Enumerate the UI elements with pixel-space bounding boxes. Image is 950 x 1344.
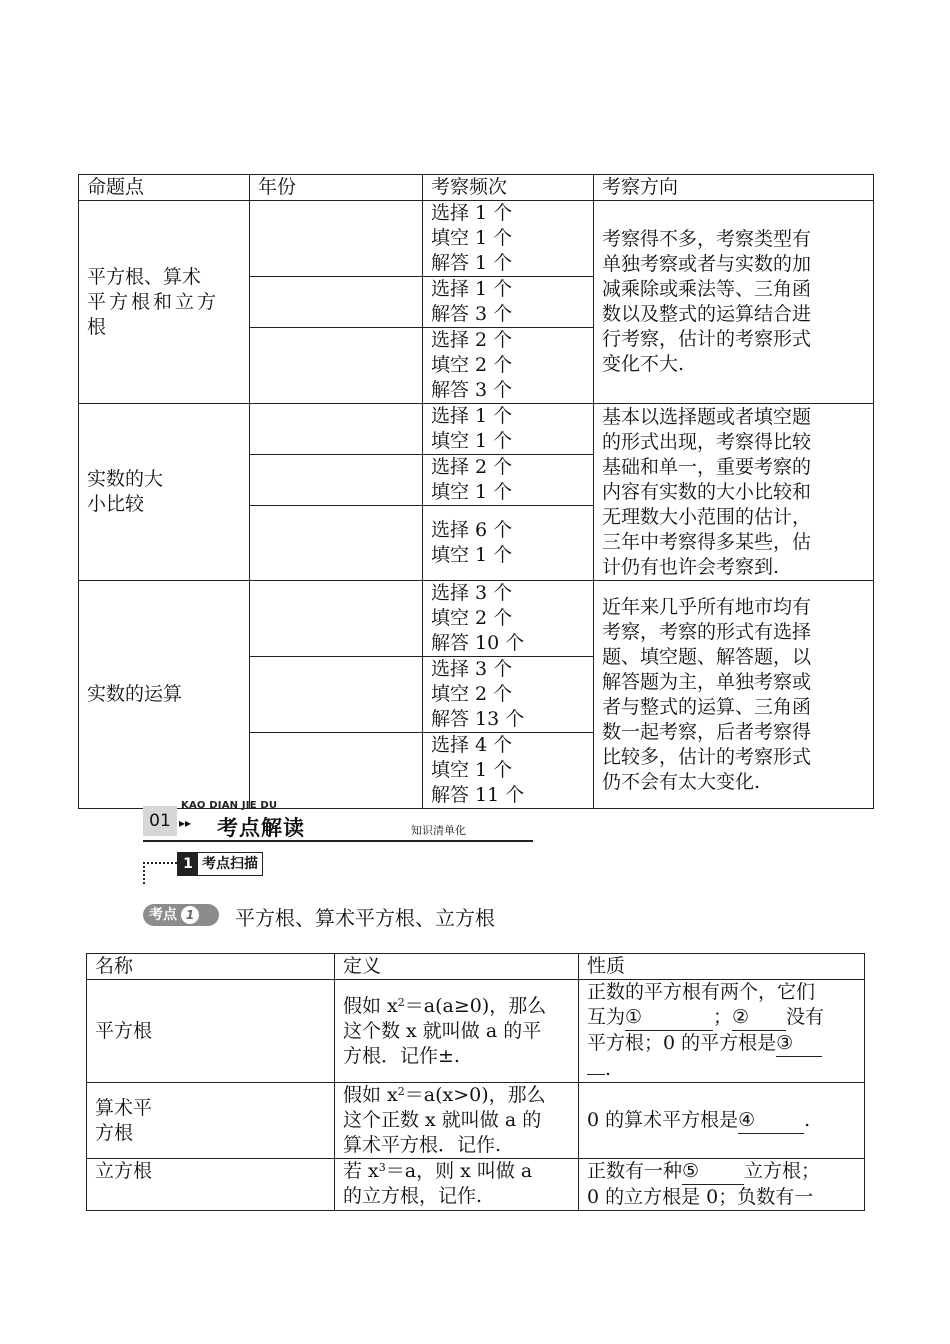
direction-line: 解答题为主，单独考察或 — [602, 670, 812, 693]
definition-line — [343, 994, 570, 1019]
freq-line: 填空 1 个 — [431, 430, 513, 452]
definition-text: ＝a(x>0)，那么 — [404, 1084, 546, 1106]
direction-line: 减乘除或乘法等、三角函 — [602, 278, 812, 300]
table-row — [79, 581, 874, 657]
answer-blank[interactable]: ③ — [776, 1031, 822, 1057]
direction-line: 三年中考察得多某些，估 — [602, 530, 812, 553]
property-text: 平方根；0 的平方根是 — [587, 1032, 777, 1054]
freq-line: 选择 2 个 — [431, 456, 513, 478]
dotted-connector — [143, 862, 177, 864]
definition-text: 若 x — [343, 1160, 379, 1182]
definition-line: 方根．记作±. — [343, 1044, 460, 1067]
freq-cell — [423, 277, 594, 328]
property-text: 互为 — [587, 1006, 626, 1028]
definition-line — [343, 1159, 570, 1184]
freq-line: 选择 3 个 — [431, 582, 513, 604]
direction-line: 无理数大小范围的估计， — [602, 505, 812, 528]
freq-line: 解答 3 个 — [431, 379, 513, 401]
direction-line: 仍不会有太大变化. — [602, 770, 761, 793]
exam-analysis-table — [78, 174, 874, 809]
name-line: 立方根 — [95, 1160, 153, 1182]
knowledge-point-title: 平方根、算术平方根、立方根 — [235, 906, 495, 930]
direction-cell — [594, 201, 874, 404]
answer-blank[interactable]: ④ — [738, 1108, 804, 1134]
exponent: 3 — [378, 1161, 386, 1174]
property-cell — [579, 1083, 865, 1159]
direction-line: 比较多，估计的考察形式 — [602, 745, 812, 768]
definition-line: 的立方根，记作. — [343, 1185, 483, 1207]
direction-line: 变化不大. — [602, 353, 685, 375]
scan-label: 考点扫描 — [202, 856, 258, 872]
freq-line: 填空 2 个 — [431, 607, 513, 629]
scan-badge — [177, 852, 263, 876]
table-row — [79, 201, 874, 277]
direction-line: 考察得不多，考察类型有 — [602, 228, 812, 250]
year-cell — [250, 581, 423, 657]
property-line — [587, 1005, 856, 1031]
topic-cell — [79, 581, 250, 809]
direction-line: 的形式出现，考察得比较 — [602, 430, 812, 453]
property-cell — [579, 1159, 865, 1211]
direction-line: 计仍有也许会考察到. — [602, 555, 780, 578]
property-line — [587, 1057, 856, 1082]
knowledge-point-label: 考点 — [149, 907, 177, 923]
topic-line: 实数的大 — [87, 468, 164, 490]
freq-line: 解答 3 个 — [431, 303, 513, 325]
exponent: 2 — [397, 1085, 405, 1098]
knowledge-point-number: 1 — [181, 906, 199, 924]
freq-line: 填空 1 个 — [431, 481, 513, 503]
name-cell — [87, 1159, 335, 1211]
definition-text: ＝a(a≥0)，那么 — [404, 994, 547, 1017]
year-cell — [250, 506, 423, 581]
freq-line: 解答 11 个 — [431, 784, 525, 806]
header-cell: 定义 — [335, 954, 579, 980]
property-text: 没有 — [786, 1006, 825, 1028]
freq-line: 填空 2 个 — [431, 354, 513, 376]
topic-cell — [79, 404, 250, 581]
freq-cell — [423, 404, 594, 455]
direction-cell — [594, 404, 874, 581]
property-text: 立方根； — [744, 1160, 821, 1182]
section-divider — [143, 840, 533, 842]
header-cell: 考察频次 — [423, 175, 594, 201]
table-row — [79, 404, 874, 455]
definition-line — [343, 1083, 570, 1108]
property-text: 0 的算术平方根是 — [587, 1108, 739, 1131]
direction-line: 题、填空题、解答题，以 — [602, 645, 812, 668]
definition-line: 这个数 x 就叫做 a 的平 — [343, 1019, 542, 1042]
name-line: 方根 — [95, 1121, 134, 1144]
topic-line: 小比较 — [87, 493, 145, 515]
freq-line: 解答 10 个 — [431, 632, 525, 654]
freq-line: 选择 1 个 — [431, 405, 513, 427]
property-text: ； — [713, 1006, 733, 1028]
freq-line: 解答 1 个 — [431, 252, 513, 274]
year-cell — [250, 657, 423, 733]
property-text: . — [804, 1108, 811, 1131]
definition-text: 假如 x — [343, 1084, 398, 1106]
section-number: 01 — [143, 806, 177, 836]
section-title: 考点解读 — [217, 816, 305, 840]
freq-line: 填空 2 个 — [431, 683, 513, 705]
direction-line: 数以及整式的运算结合进 — [602, 303, 812, 325]
scan-number: 1 — [178, 853, 198, 875]
name-cell — [87, 1083, 335, 1159]
direction-line: 基础和单一，重要考察的 — [602, 455, 812, 478]
section-header — [143, 800, 533, 845]
property-cell — [579, 980, 865, 1083]
direction-line: 考察，考察的形式有选择 — [602, 620, 812, 643]
property-text: . — [605, 1058, 612, 1080]
freq-cell — [423, 506, 594, 581]
table-header-row — [79, 175, 874, 201]
freq-line: 解答 13 个 — [431, 708, 525, 730]
direction-line: 者与整式的运算、三角函 — [602, 695, 812, 718]
freq-line: 选择 6 个 — [431, 519, 513, 541]
topic-line: 根 — [87, 315, 107, 338]
freq-line: 选择 2 个 — [431, 329, 513, 351]
header-cell: 命题点 — [79, 175, 250, 201]
answer-blank-continued — [587, 1074, 605, 1075]
table-header-row — [87, 954, 865, 980]
header-cell: 年份 — [250, 175, 423, 201]
exponent: 2 — [397, 995, 405, 1009]
direction-line: 数一起考察，后者考察得 — [602, 720, 812, 743]
definition-line: 这个正数 x 就叫做 a 的 — [343, 1109, 542, 1131]
direction-line: 单独考察或者与实数的加 — [602, 253, 812, 275]
definition-cell — [335, 1083, 579, 1159]
freq-line: 选择 1 个 — [431, 278, 513, 300]
freq-cell — [423, 733, 594, 809]
year-cell — [250, 733, 423, 809]
answer-blank[interactable]: ① — [625, 1005, 713, 1031]
header-cell: 名称 — [87, 954, 335, 980]
property-line — [587, 1159, 856, 1185]
header-cell: 性质 — [579, 954, 865, 980]
freq-cell — [423, 328, 594, 404]
year-cell — [250, 277, 423, 328]
property-text: 正数有一种 — [587, 1160, 683, 1182]
direction-line: 近年来几乎所有地市均有 — [602, 595, 812, 618]
freq-line: 填空 1 个 — [431, 544, 513, 566]
property-line — [587, 1031, 856, 1057]
year-cell — [250, 328, 423, 404]
direction-line: 内容有实数的大小比较和 — [602, 480, 812, 503]
property-line: 正数的平方根有两个，它们 — [587, 981, 816, 1003]
definition-line: 算术平方根．记作. — [343, 1134, 502, 1156]
definition-cell — [335, 980, 579, 1083]
definition-cell — [335, 1159, 579, 1211]
property-line: 0 的立方根是 0；负数有一 — [587, 1186, 814, 1208]
freq-cell — [423, 581, 594, 657]
topic-line: 平方根和立方 — [87, 290, 220, 313]
name-cell — [87, 980, 335, 1083]
year-cell — [250, 201, 423, 277]
freq-cell — [423, 201, 594, 277]
header-cell: 考察方向 — [594, 175, 874, 201]
topic-line: 平方根、算术 — [87, 265, 202, 288]
definition-table — [86, 953, 865, 1211]
freq-cell — [423, 455, 594, 506]
knowledge-point-badge — [143, 904, 219, 926]
direction-cell — [594, 581, 874, 809]
direction-line: 基本以选择题或者填空题 — [602, 405, 812, 428]
table-row — [87, 1083, 865, 1159]
year-cell — [250, 404, 423, 455]
year-cell — [250, 455, 423, 506]
table-row — [87, 980, 865, 1083]
answer-blank[interactable]: ⑤ — [682, 1159, 744, 1185]
freq-line: 选择 4 个 — [431, 734, 513, 756]
name-line: 平方根 — [95, 1019, 153, 1042]
definition-text: 假如 x — [343, 994, 398, 1017]
definition-text: ＝a，则 x 叫做 a — [385, 1160, 533, 1182]
freq-line: 选择 3 个 — [431, 658, 513, 680]
property-line — [587, 1108, 856, 1134]
answer-blank[interactable]: ② — [732, 1005, 786, 1031]
section-subtitle: 知识清单化 — [411, 824, 466, 837]
scan-heading — [143, 852, 293, 882]
freq-cell — [423, 657, 594, 733]
topic-line: 实数的运算 — [87, 683, 183, 705]
section-pinyin: KAO DIAN JIE DU — [181, 800, 278, 811]
double-arrow-icon: ▸▸ — [179, 816, 192, 830]
name-line: 算术平 — [95, 1096, 153, 1119]
freq-line: 填空 1 个 — [431, 227, 513, 249]
dotted-connector — [143, 862, 145, 884]
freq-line: 选择 1 个 — [431, 202, 513, 224]
freq-line: 填空 1 个 — [431, 759, 513, 781]
topic-cell — [79, 201, 250, 404]
direction-line: 行考察，估计的考察形式 — [602, 328, 812, 350]
table-row — [87, 1159, 865, 1211]
